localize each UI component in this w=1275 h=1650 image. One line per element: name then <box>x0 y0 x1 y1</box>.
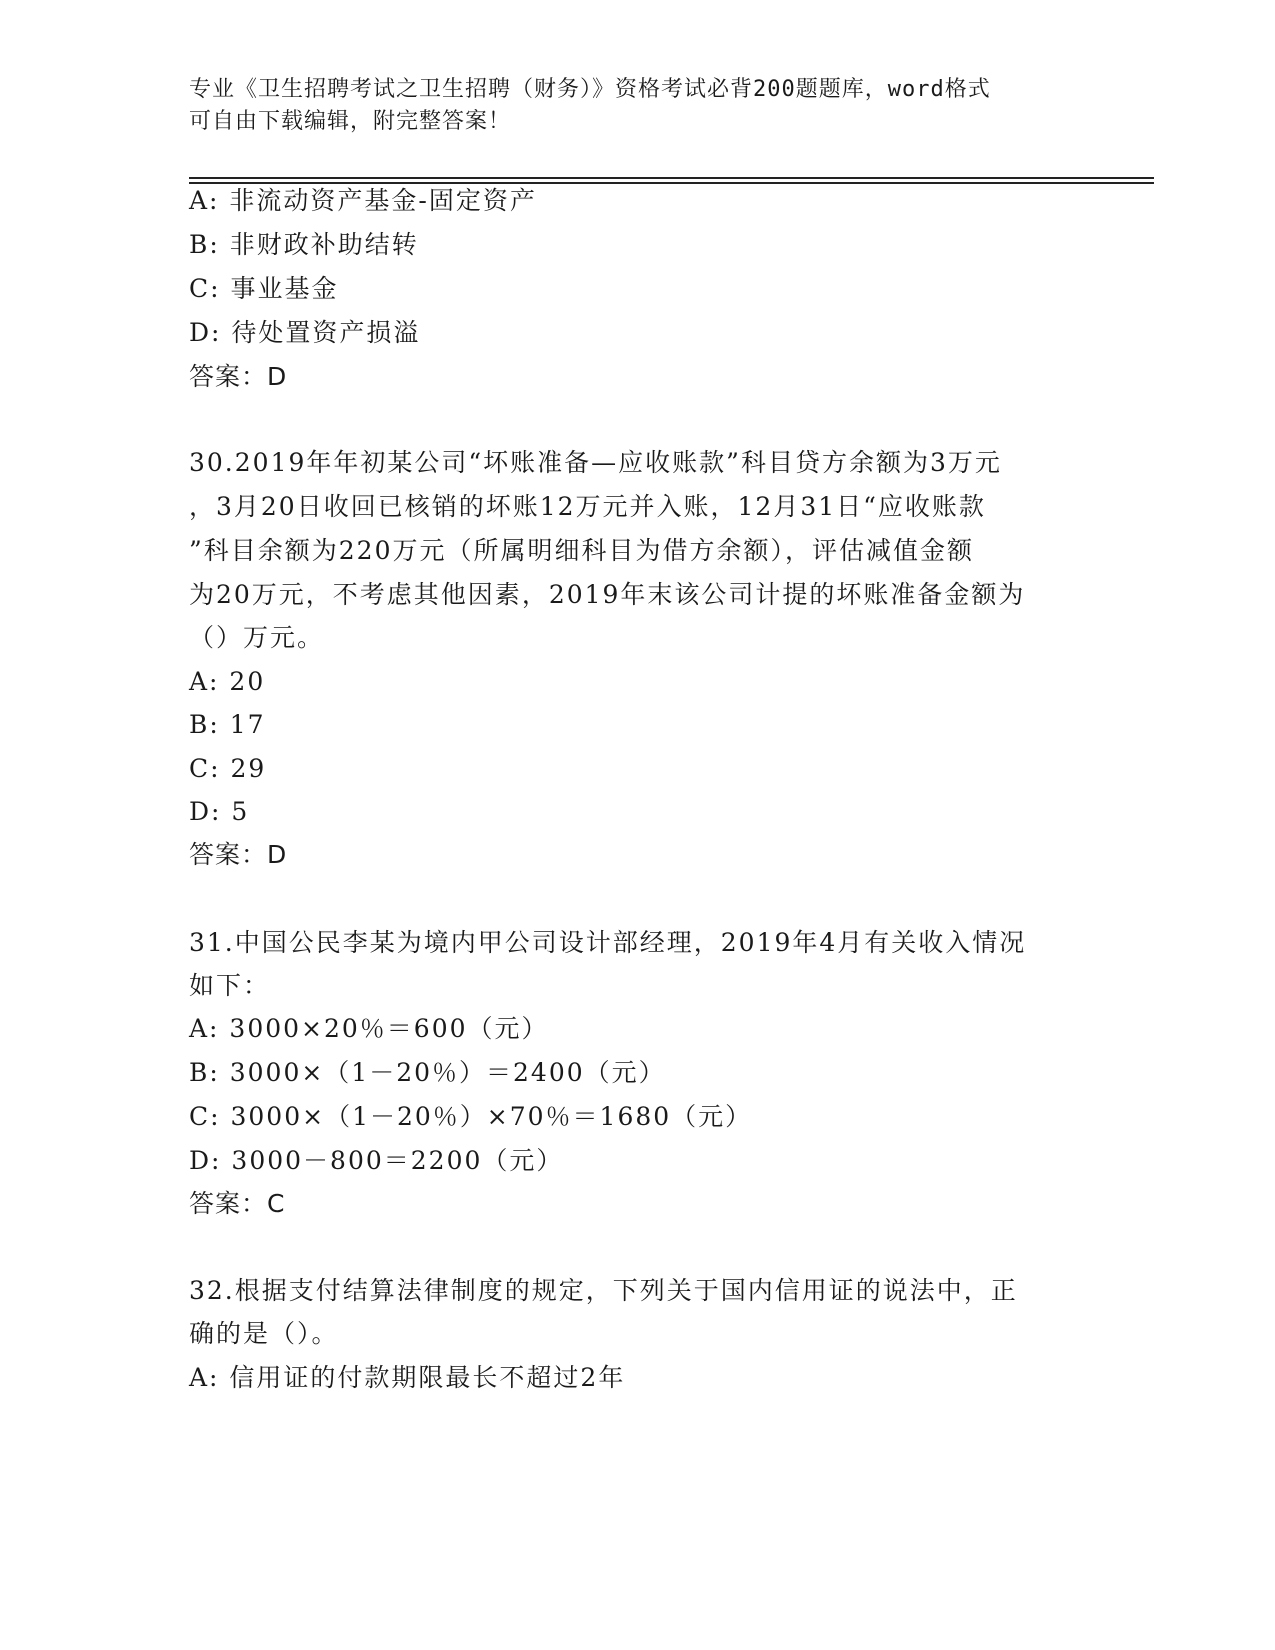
q29-option-a: A: 非流动资产基金-固定资产 <box>189 186 537 215</box>
q30-option-c: C: 29 <box>189 754 267 783</box>
document-page <box>189 0 1154 1650</box>
q30-option-d: D: 5 <box>189 797 250 826</box>
q29-option-d: D: 待处置资产损溢 <box>189 318 421 347</box>
q31-option-c: C: 3000×（1－20％）×70％＝1680（元） <box>189 1102 753 1131</box>
q29-option-c: C: 事业基金 <box>189 274 339 303</box>
q30-text-line-5: （）万元。 <box>189 623 325 652</box>
q30-text-line-1: 30.2019年年初某公司“坏账准备—应收账款”科目贷方余额为3万元 <box>189 448 1002 477</box>
q29-answer: 答案：D <box>189 362 288 391</box>
header-title-line-1: 专业《卫生招聘考试之卫生招聘（财务）》资格考试必背200题题库，word格式 <box>189 77 991 102</box>
q30-text-line-3: ”科目余额为220万元（所属明细科目为借方余额），评估减值金额 <box>189 536 975 565</box>
q30-option-b: B: 17 <box>189 710 266 739</box>
header-title-line-2: 可自由下载编辑，附完整答案！ <box>189 109 512 134</box>
q30-answer: 答案：D <box>189 840 288 869</box>
q32-option-a: A: 信用证的付款期限最长不超过2年 <box>189 1363 626 1392</box>
document-header <box>189 74 1089 138</box>
q31-answer: 答案：C <box>189 1189 286 1218</box>
q30-text-line-2: ，3月20日收回已核销的坏账12万元并入账，12月31日“应收账款 <box>189 492 986 521</box>
q30-text-line-4: 为20万元，不考虑其他因素，2019年末该公司计提的坏账准备金额为 <box>189 580 1026 609</box>
q31-option-d: D: 3000－800＝2200（元） <box>189 1146 564 1175</box>
q29-option-b: B: 非财政补助结转 <box>189 230 419 259</box>
q31-text-line-2: 如下： <box>189 971 271 1000</box>
q31-option-b: B: 3000×（1－20％）＝2400（元） <box>189 1058 666 1087</box>
q31-option-a: A: 3000×20％＝600（元） <box>189 1014 549 1043</box>
q32-text-line-2: 确的是（）。 <box>189 1319 339 1348</box>
q30-option-a: A: 20 <box>189 667 266 696</box>
q31-text-line-1: 31.中国公民李某为境内甲公司设计部经理，2019年4月有关收入情况 <box>189 928 1027 957</box>
q32-text-line-1: 32.根据支付结算法律制度的规定，下列关于国内信用证的说法中，正 <box>189 1276 1018 1305</box>
